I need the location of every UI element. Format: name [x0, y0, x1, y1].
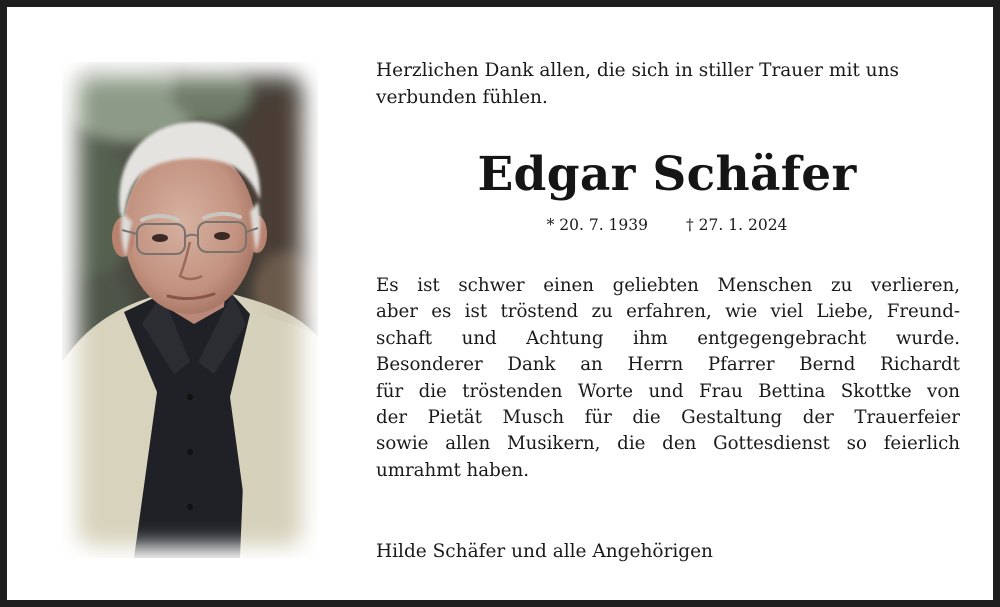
message-line: schaft und Achtung ihm entgegengebracht wurde. — [376, 327, 960, 349]
signature: Hilde Schäfer und alle Angehörigen — [376, 541, 713, 562]
message-line: umrahmt haben. — [376, 459, 530, 481]
life-dates — [377, 214, 957, 236]
birth-date: * 20. 7. 1939 — [546, 216, 648, 234]
deceased-name: Edgar Schäfer — [477, 147, 857, 202]
message-line: für die tröstenden Worte und Frau Bettina Skottke von — [376, 380, 960, 402]
thank-you-intro: Herzlichen Dank allen, die sich in stiller Trauer mit uns verbunden fühlen. — [376, 60, 899, 108]
message-line: Besonderer Dank an Herrn Pfarrer Bernd Richardt — [376, 354, 960, 376]
message-line: sowie allen Musikern, die den Gottesdienst so feierlich — [376, 433, 960, 455]
message-line: Es ist schwer einen geliebten Menschen zu verlieren, — [376, 275, 960, 296]
death-date: † 27. 1. 2024 — [686, 216, 788, 234]
message-line: aber es ist tröstend zu erfahren, wie viel Liebe, Freund- — [376, 301, 960, 323]
portrait-photo — [62, 62, 318, 558]
message-line: der Pietät Musch für die Gestaltung der Trauerfeier — [376, 407, 960, 429]
thank-you-message — [376, 273, 960, 484]
